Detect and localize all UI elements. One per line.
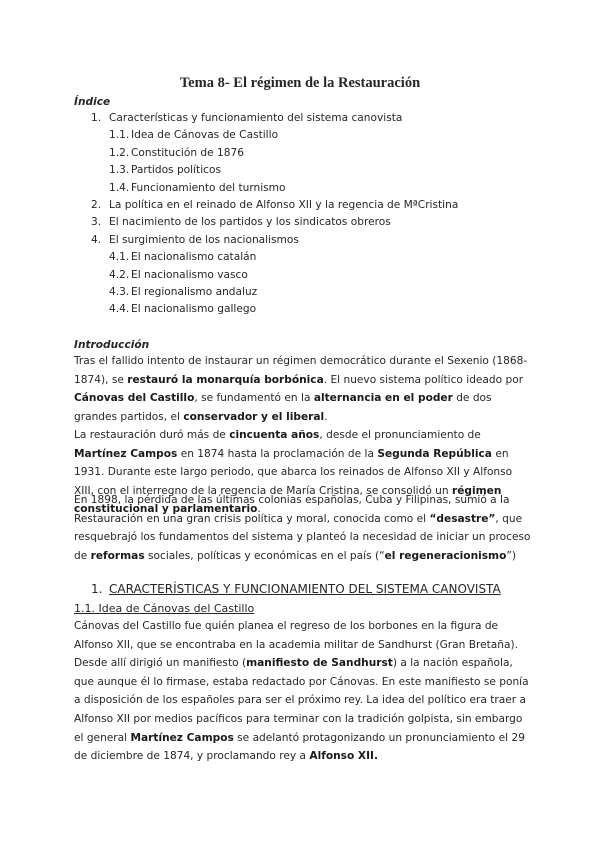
index-item-text: Constitución de 1876 [131,146,244,159]
bold-text: restauró la monarquía borbónica [127,373,324,386]
text-segment: ) a la nación española, que aunque él lo firmase, estaba redactado por Cánovas. En este manifiesto se ponía a disposición de los españoles para ser el próximo rey. La idea del político era traer a Alfonso XII por medios pacíficos para terminar con la tradición golpista, sin embargo el general [74,657,529,744]
index-item-number: 1.1. [109,129,130,142]
index-item-text: El nacionalismo vasco [131,268,248,281]
text-segment: en 1874 hasta la proclamación de la [177,447,378,460]
index-item-number: 1. [91,112,102,124]
bold-text: “desastre” [429,512,496,525]
bold-text: régimen constitucional y parlamentario [74,484,502,516]
text-segment: En 1898, la pérdida de las últimas colonias españolas, Cuba y Filipinas, sumió a la Restauración en una gran crisis política y moral, conocida como el [74,494,510,525]
index-item-number: 3. [91,216,102,229]
index-item-number: 4.4. [109,303,130,316]
index-item-number: 2. [91,199,102,211]
bold-text: conservador y el liberal [183,410,325,423]
index-item-number: 1.2. [109,146,130,159]
index-item-text: Características y funcionamiento del sistema canovista [109,112,403,124]
text-segment: sociales, políticas y económicas en el país (“ [144,549,385,562]
section-1-1-heading: 1.1. Idea de Cánovas del Castillo [74,602,255,615]
intro-label: Introducción [74,339,150,351]
text-segment: de dos grandes partidos, el [74,392,492,423]
section-1-1-paragraph [74,617,534,766]
index-item-text: Idea de Cánovas de Castillo [131,129,279,142]
text-segment: . El nuevo sistema político ideado por [323,373,524,386]
bold-text: Alfonso XII. [309,750,378,763]
bold-text: cincuenta años [229,429,320,441]
bold-text: reformas [90,549,145,562]
index-item-number: 4. [91,233,102,246]
text-segment: Tras el fallido intento de instaurar un régimen democrático durante el Sexenio (1868-1874), se [74,355,528,386]
text-segment: , que resquebrajó los fundamentos del sistema y planteó la necesidad de iniciar un proceso de [74,512,531,562]
bold-text: Segunda República [377,447,492,460]
index-item-text: El regionalismo andaluz [131,286,258,298]
bold-text: el regeneracionismo [384,549,507,562]
index-item-number: 4.1. [109,251,130,264]
bold-text: Martínez Campos [130,731,234,744]
index-item-text: Funcionamiento del turnismo [131,181,286,194]
text-segment: . [257,503,261,516]
index-item-number: 1.3. [109,164,130,177]
intro-paragraph-1 [74,352,534,426]
document-title: Tema 8- El régimen de la Restauración [179,75,421,91]
section-1-number: 1. [91,582,103,596]
text-segment: ”) [506,549,516,562]
text-segment: en 1931. Durante este largo periodo, que abarca los reinados de Alfonso XII y Alfonso XIII, con el interregno de la regencia de María Cristina, se consolidó un [74,447,513,497]
index-item-text: El nacionalismo gallego [131,303,257,316]
section-1-title: CARACTERÍSTICAS Y FUNCIONAMIENTO DEL SISTEMA CANOVISTA [109,582,501,596]
index-item-text: Partidos políticos [131,164,221,177]
index-item-text: El nacionalismo catalán [131,251,257,264]
text-segment: Cánovas del Castillo fue quién planea el regreso de los borbones en la figura de Alfonso XII, que se encontraba en la academia militar de Sandhurst (Gran Bretaña). Desde allí dirigió un manifiesto ( [74,620,519,670]
text-segment: La restauración duró más de [74,429,230,441]
index-item-number: 4.3. [109,286,130,298]
bold-text: manifiesto de Sandhurst [246,657,393,670]
text-segment: . [324,410,328,423]
intro-paragraph-3 [74,491,534,565]
index-item-text: El nacimiento de los partidos y los sindicatos obreros [109,216,391,229]
index-item-text: El surgimiento de los nacionalismos [109,233,299,246]
index-label: Índice [74,96,111,108]
index-item-number: 1.4. [109,181,130,194]
text-segment: se adelantó protagonizando un pronunciamiento el 29 de diciembre de 1874, y proclamando rey a [74,731,525,763]
text-segment: , desde el pronunciamiento de [319,429,481,441]
index-item-text: La política en el reinado de Alfonso XII y la regencia de MªCristina [109,199,459,211]
bold-text: Martínez Campos [74,447,178,460]
bold-text: alternancia en el poder [313,392,453,405]
index-item-number: 4.2. [109,268,130,281]
text-segment: , se fundamentó en la [194,392,314,405]
bold-text: Cánovas del Castillo [74,392,195,405]
